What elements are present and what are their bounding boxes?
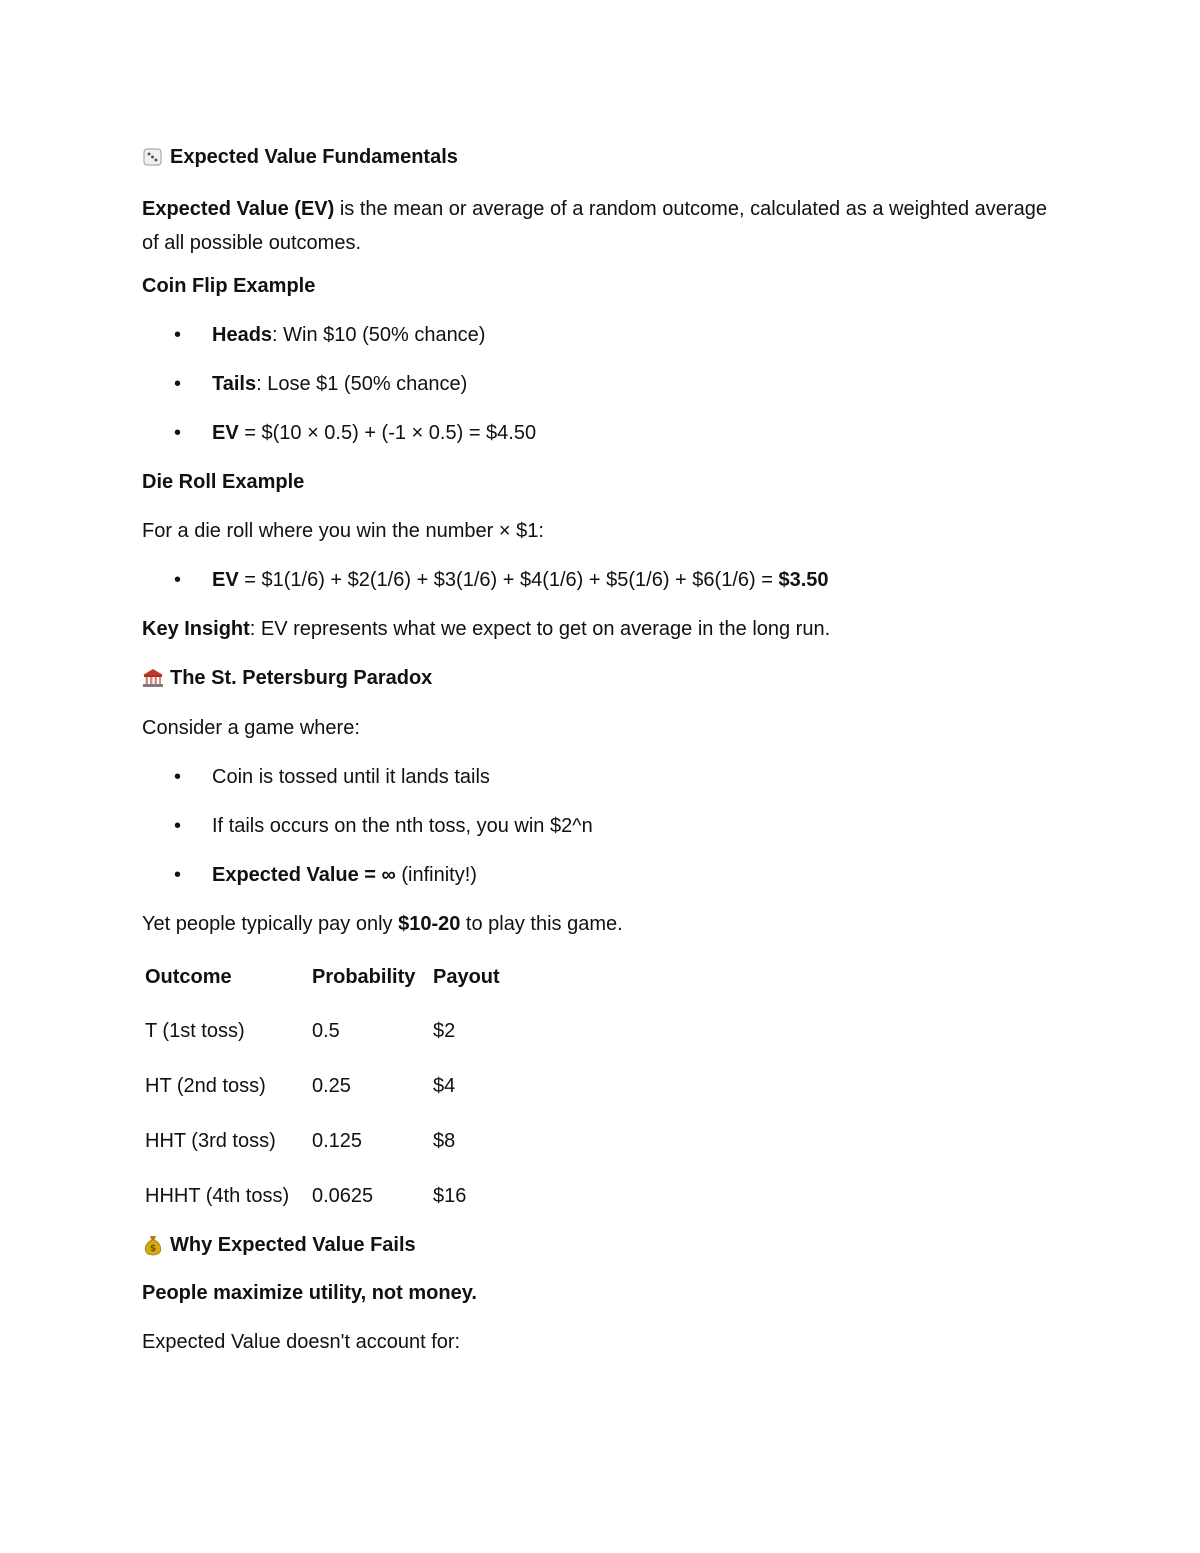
list-item-text: If tails occurs on the nth toss, you win $2^n: [212, 815, 593, 837]
list-item: [142, 814, 1062, 839]
section-title: Expected Value Fundamentals: [170, 145, 458, 168]
list-item: [142, 323, 1062, 348]
table-cell: 0.5: [312, 1020, 340, 1042]
subheading-text: Die Roll Example: [142, 471, 305, 493]
list-item: [142, 568, 1062, 593]
table-cell: HHT (3rd toss): [145, 1130, 276, 1152]
die-icon: [142, 146, 164, 168]
list-item-text: = $(10 × 0.5) + (-1 × 0.5) = $4.50: [238, 422, 537, 444]
table-cell: 0.125: [312, 1130, 363, 1152]
document-content: [142, 142, 1062, 1355]
payment-text: to play this game.: [460, 913, 623, 935]
list-item-text: (infinity!): [395, 864, 477, 886]
list-item: [142, 765, 1062, 790]
list-item-text: : Lose $1 (50% chance): [256, 373, 468, 395]
key-insight: [142, 617, 1062, 642]
list-item-label: Expected Value = ∞: [212, 864, 396, 886]
table-cell: $8: [433, 1130, 456, 1152]
table-header-row: [145, 965, 523, 1019]
list-item-text: Coin is tossed until it lands tails: [212, 766, 490, 788]
utility-statement-text: People maximize utility, not money.: [142, 1282, 477, 1304]
list-item: [142, 421, 1062, 446]
ev-term: Expected Value (EV): [142, 198, 335, 220]
st-petersburg-list: [142, 765, 1062, 888]
section-heading-st-petersburg: [142, 664, 1062, 692]
key-insight-text: : EV represents what we expect to get on average in the long run.: [249, 618, 831, 640]
table-row: [145, 1129, 523, 1184]
list-item-result: $3.50: [778, 569, 829, 591]
table-cell: T (1st toss): [145, 1020, 245, 1042]
table-cell: $2: [433, 1020, 456, 1042]
payment-amount: $10-20: [398, 913, 461, 935]
section-title: Why Expected Value Fails: [170, 1233, 416, 1256]
list-item-text: = $1(1/6) + $2(1/6) + $3(1/6) + $4(1/6) + $5(1/6) + $6(1/6) =: [238, 569, 779, 591]
section-heading-expected-value: [142, 142, 1062, 172]
ev-definition: [142, 192, 1062, 260]
die-roll-intro: For a die roll where you win the number × $1:: [142, 520, 544, 542]
table-cell: $16: [433, 1185, 467, 1207]
list-item-label: Tails: [212, 373, 257, 395]
table-cell: HHHT (4th toss): [145, 1185, 290, 1207]
utility-statement: [142, 1281, 1062, 1306]
svg-text:$: $: [149, 1244, 157, 1254]
section-title: The St. Petersburg Paradox: [170, 666, 433, 689]
table-cell: HT (2nd toss): [145, 1075, 266, 1097]
table-cell: $4: [433, 1075, 456, 1097]
list-item: [142, 372, 1062, 397]
st-petersburg-intro: Consider a game where:: [142, 717, 360, 739]
table-header-probability: Probability: [312, 966, 416, 988]
subheading-coin-flip: [142, 274, 1062, 299]
table-cell: 0.0625: [312, 1185, 374, 1207]
table-cell: 0.25: [312, 1075, 351, 1097]
list-item: [142, 863, 1062, 888]
money-bag-icon: [142, 1234, 164, 1256]
ev-limitations-intro: Expected Value doesn't account for:: [142, 1331, 461, 1353]
table-row: [145, 1074, 523, 1129]
section-heading-why-ev-fails: [142, 1231, 1062, 1259]
table-row: [145, 1019, 523, 1074]
subheading-die-roll: [142, 470, 1062, 495]
list-item-label: Heads: [212, 324, 273, 346]
ev-definition-text: is the mean or average of a random outcome, calculated as a weighted average of all possible outcomes.: [142, 198, 1047, 254]
die-roll-list: [142, 568, 1062, 593]
bank-icon: [142, 667, 164, 689]
coin-flip-list: [142, 323, 1062, 446]
key-insight-label: Key Insight: [142, 618, 250, 640]
payment-text: Yet people typically pay only: [142, 913, 399, 935]
st-petersburg-payment: [142, 912, 1062, 937]
list-item-label: EV: [212, 569, 239, 591]
outcome-table: [145, 965, 523, 1239]
list-item-label: EV: [212, 422, 239, 444]
table-header-outcome: Outcome: [145, 966, 232, 988]
list-item-text: : Win $10 (50% chance): [272, 324, 486, 346]
table-header-payout: Payout: [433, 966, 500, 988]
subheading-text: Coin Flip Example: [142, 275, 316, 297]
